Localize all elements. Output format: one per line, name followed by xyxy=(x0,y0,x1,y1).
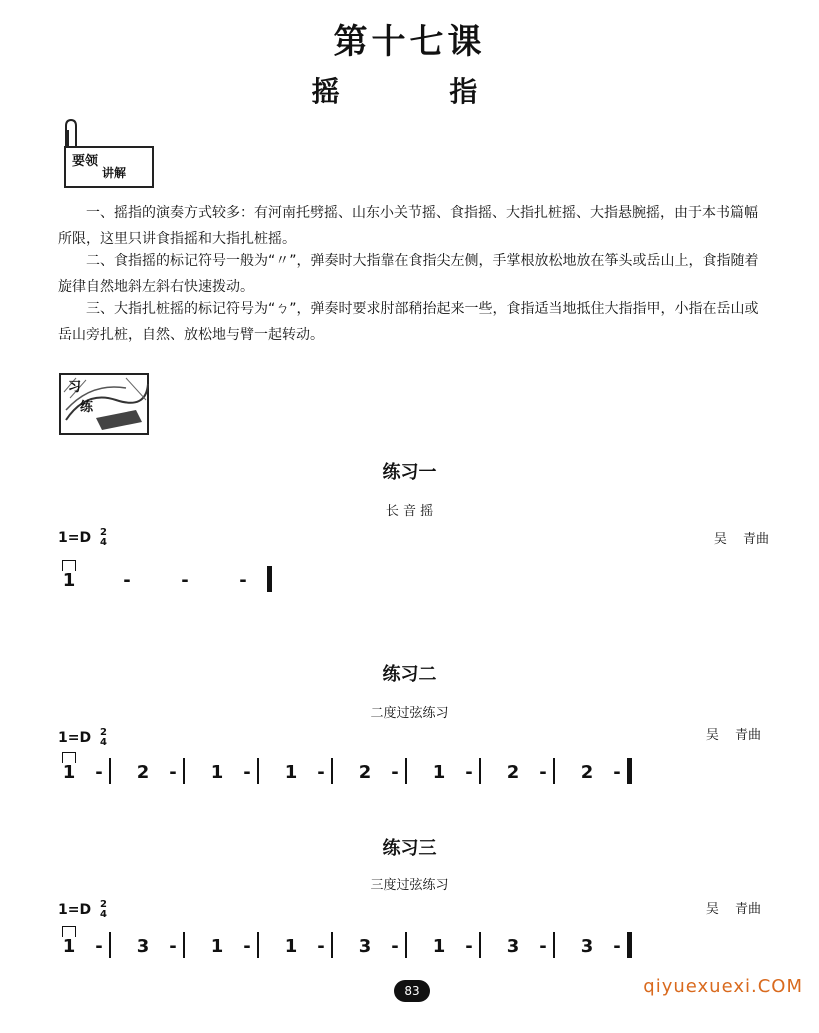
tremolo-mark-icon xyxy=(62,560,76,571)
composer: 吴 青曲 xyxy=(705,728,761,743)
dash-note: - xyxy=(243,762,251,783)
dash-note: - xyxy=(613,762,621,783)
dash-note: - xyxy=(169,936,177,957)
page-number: 83 xyxy=(394,980,430,1002)
lesson-title: 第十七课 xyxy=(333,22,486,62)
paragraph: 二、食指摇的标记符号一般为“〃”，弹奏时大指靠在食指尖左侧，手掌根放松地放在筝头或岳山上，食指随着旋律自然地斜左斜右快速拨动。 xyxy=(58,253,759,295)
dash-note: - xyxy=(95,762,103,783)
note-2: 2 xyxy=(506,762,520,783)
dash-note: - xyxy=(465,936,473,957)
practice-badge xyxy=(56,370,156,438)
note-1: 1 xyxy=(62,570,76,591)
exercise-title: 练习一 xyxy=(382,462,437,483)
time-signature: 2 4 xyxy=(99,899,107,920)
key-label: 1=D xyxy=(58,530,92,546)
exercise-subtitle: 三度过弦练习 xyxy=(370,878,449,893)
exercise-title: 练习二 xyxy=(382,664,437,685)
badge-label-bottom: 讲解 xyxy=(102,166,127,180)
dash-note: - xyxy=(539,762,547,783)
exercise-subtitle: 二度过弦练习 xyxy=(370,706,449,721)
time-signature: 2 4 xyxy=(99,527,107,548)
note-1: 1 xyxy=(284,936,298,957)
barline xyxy=(331,758,333,784)
barline xyxy=(553,758,555,784)
note-1: 1 xyxy=(62,762,76,783)
staff-exercise-3 xyxy=(58,926,768,966)
barline xyxy=(109,932,111,958)
note-3: 3 xyxy=(358,936,372,957)
dash-note: - xyxy=(181,570,189,591)
key-signature xyxy=(58,900,107,920)
barline xyxy=(257,932,259,958)
dash-note: - xyxy=(317,762,325,783)
note-1: 1 xyxy=(210,762,224,783)
note-3: 3 xyxy=(580,936,594,957)
dash-note: - xyxy=(169,762,177,783)
practice-label-top: 习 xyxy=(68,380,82,395)
dash-note: - xyxy=(243,936,251,957)
key-signature xyxy=(58,528,107,548)
dash-note: - xyxy=(317,936,325,957)
note-2: 2 xyxy=(358,762,372,783)
note-1: 1 xyxy=(432,762,446,783)
note-1: 1 xyxy=(284,762,298,783)
note-1: 1 xyxy=(210,936,224,957)
barline xyxy=(257,758,259,784)
time-signature: 2 4 xyxy=(99,727,107,748)
note-2: 2 xyxy=(136,762,150,783)
dash-note: - xyxy=(465,762,473,783)
dash-note: - xyxy=(239,570,247,591)
paragraph: 一、摇指的演奏方式较多：有河南托劈摇、山东小关节摇、食指摇、大指扎桩摇、大指悬腕摇，由于本书篇幅所限，这里只讲食指摇和大指扎桩摇。 xyxy=(58,205,758,247)
note-1: 1 xyxy=(432,936,446,957)
barline xyxy=(479,758,481,784)
lesson-subtitle: 摇 指 xyxy=(311,75,508,108)
barline xyxy=(183,758,185,784)
key-label: 1=D xyxy=(58,730,92,746)
key-signature xyxy=(58,728,107,748)
dash-note: - xyxy=(391,936,399,957)
note-3: 3 xyxy=(506,936,520,957)
note-1: 1 xyxy=(62,936,76,957)
dash-note: - xyxy=(123,570,131,591)
note-3: 3 xyxy=(136,936,150,957)
barline xyxy=(183,932,185,958)
dash-note: - xyxy=(391,762,399,783)
final-barline xyxy=(267,566,272,592)
barline xyxy=(553,932,555,958)
key-label: 1=D xyxy=(58,902,92,918)
exercise-subtitle: 长 音 摇 xyxy=(385,504,434,519)
staff-exercise-2 xyxy=(58,752,768,792)
practice-label-bottom: 练 xyxy=(80,400,94,415)
tremolo-mark-icon xyxy=(62,926,76,937)
barline xyxy=(405,932,407,958)
badge-label-top: 要领 xyxy=(72,154,99,169)
exercise-title: 练习三 xyxy=(382,838,437,859)
staff-exercise-1 xyxy=(58,560,768,600)
barline xyxy=(331,932,333,958)
note-2: 2 xyxy=(580,762,594,783)
final-barline xyxy=(627,758,632,784)
barline xyxy=(109,758,111,784)
composer: 吴 青曲 xyxy=(705,902,761,917)
dash-note: - xyxy=(95,936,103,957)
paragraph: 三、大指扎桩摇的标记符号为“ㄅ”，弹奏时要求肘部稍抬起来一些，食指适当地抵住大指指甲，小指在岳山或岳山旁扎桩，自然、放松地与臂一起转动。 xyxy=(58,301,759,343)
dash-note: - xyxy=(613,936,621,957)
barline xyxy=(405,758,407,784)
site-watermark: qiyuexuexi.COM xyxy=(643,976,803,997)
key-points-badge xyxy=(58,118,158,190)
composer: 吴 青曲 xyxy=(713,532,769,547)
dash-note: - xyxy=(539,936,547,957)
tremolo-mark-icon xyxy=(62,752,76,763)
final-barline xyxy=(627,932,632,958)
barline xyxy=(479,932,481,958)
